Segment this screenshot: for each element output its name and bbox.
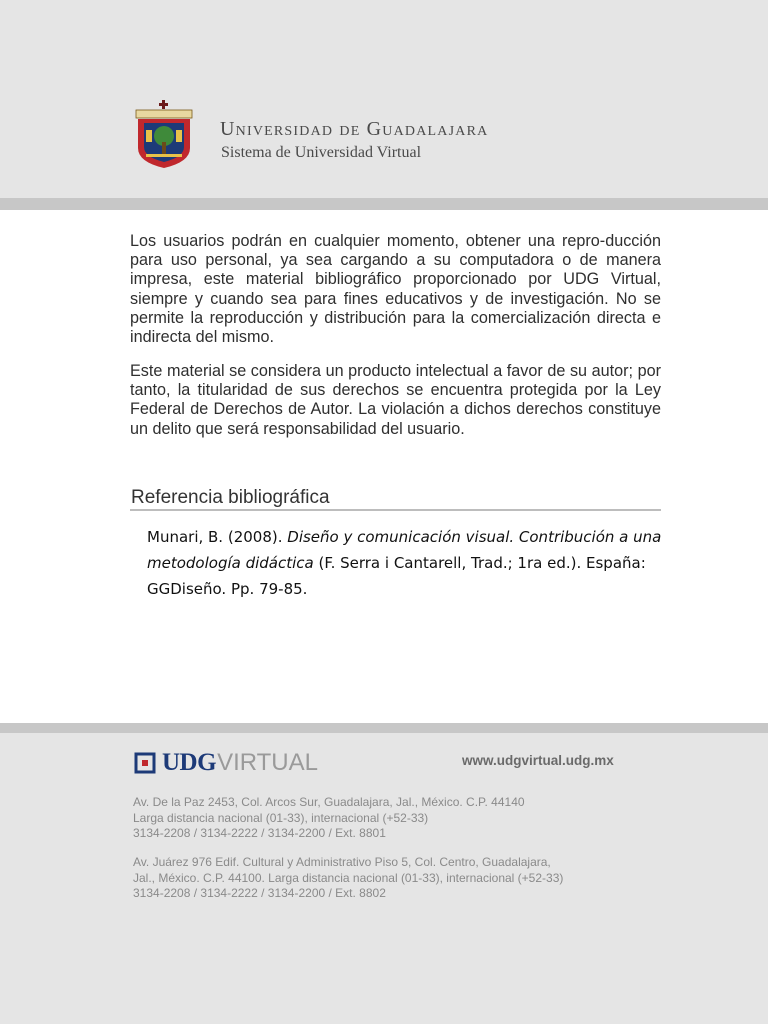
website-url[interactable]: www.udgvirtual.udg.mx [462,753,614,768]
copyright-notice-paragraph: Este material se considera un producto intelectual a favor de su autor; por tanto, la titularidad de sus derechos se encuentra protegida por la Ley Federal de Derechos de Autor. La violación a dichos derechos constituye un delito que será responsabilidad del usuario. [130,362,661,438]
address-2-line-1: Av. Juárez 976 Edif. Cultural y Administrativo Piso 5, Col. Centro, Guadalajara, [133,855,551,869]
citation-work-title: Diseño y comunicación visual. Contribución a una metodología didáctica [147,528,662,572]
address-1-line-3: 3134-2208 / 3134-2222 / 3134-2200 / Ext. 8801 [133,826,386,840]
address-2-line-3: 3134-2208 / 3134-2222 / 3134-2200 / Ext. 8802 [133,886,386,900]
header-band [0,0,768,198]
universidad-de-guadalajara-crest-icon [132,100,196,170]
address-1-line-2: Larga distancia nacional (01-33), internacional (+52-33) [133,810,429,825]
logo-virtual-text: VIRTUAL [217,749,318,776]
bottom-divider-band [0,723,768,733]
university-name: Universidad de Guadalajara [220,118,489,140]
reference-divider [130,509,661,511]
university-subtitle: Sistema de Universidad Virtual [221,144,422,161]
address-2-line-2: Jal., México. C.P. 44100. Larga distancia nacional (01-33), internacional (+52-33) [133,870,564,885]
citation-author-year: Munari, B. (2008). [147,528,288,546]
udg-virtual-logo [134,750,318,776]
address-1-line-1: Av. De la Paz 2453, Col. Arcos Sur, Guadalajara, Jal., México. C.P. 44140 [133,795,525,809]
udg-square-mark-icon [134,752,156,774]
logo-udg-text: UDG [162,749,217,776]
citation-details: (F. Serra i Cantarell, Trad.; 1ra ed.). España: GGDiseño. Pp. 79-85. [147,554,646,598]
address-block-2 [133,855,673,902]
address-block-1 [133,795,673,842]
bibliographic-citation [147,524,667,602]
usage-notice-paragraph: Los usuarios podrán en cualquier momento, obtener una repro-ducción para uso personal, ya sea cargando a su computadora o de manera impresa, este material bibliográfico proporcionado por UDG Virtual, siempre y cuando sea para fines educativos y de investigación. No se permite la reproducción y distribución para la comercialización directa e indirecta del mismo. [130,232,661,347]
top-divider-band [0,198,768,210]
reference-heading: Referencia bibliográfica [131,487,330,508]
